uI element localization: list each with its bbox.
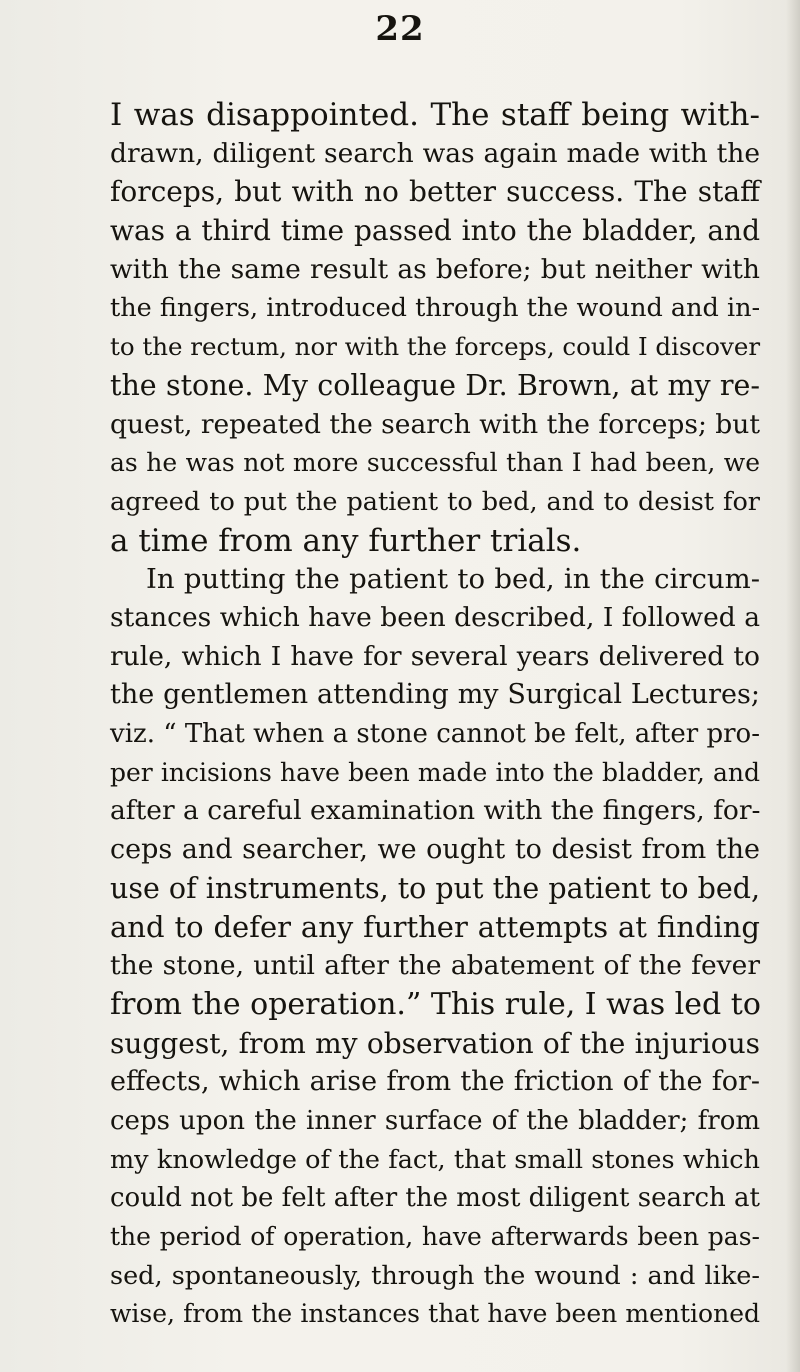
text-line: a time from any further trials. — [110, 522, 582, 559]
text-line: per incisions have been made into the bladder, and — [110, 757, 760, 787]
text-line: viz. “ That when a stone cannot be felt, after pro- — [110, 719, 760, 749]
text-line: the stone. My colleague Dr. Brown, at my re- — [110, 368, 760, 402]
text-line: I was disappointed. The staff being with- — [110, 97, 760, 133]
text-line: the period of operation, have afterwards been pas- — [110, 1221, 760, 1251]
text-line: the fingers, introduced through the wound and in- — [110, 293, 761, 324]
text-line: ceps and searcher, we ought to desist from the — [110, 834, 760, 866]
text-line: as he was not more successful than I had been, we — [110, 448, 760, 478]
text-line: wise, from the instances that have been mentioned — [110, 1299, 760, 1329]
page-number: 22 — [375, 9, 425, 49]
text-line: the stone, until after the abatement of the fever — [110, 950, 760, 982]
text-line: effects, which arise from the friction of the for- — [110, 1066, 760, 1098]
text-line: my knowledge of the fact, that small stones which — [110, 1144, 760, 1175]
text-line: drawn, diligent search was again made with the — [110, 137, 760, 169]
text-line: from the operation.” This rule, I was led to — [110, 986, 761, 1022]
text-line: In putting the patient to bed, in the circum- — [146, 563, 760, 596]
page-edge-shadow — [786, 0, 800, 1372]
text-line: to the rectum, nor with the forceps, could I discover — [110, 332, 761, 362]
text-line: agreed to put the patient to bed, and to desist for — [110, 486, 760, 517]
text-line: sed, spontaneously, through the wound : and like- — [110, 1260, 760, 1291]
text-line: and to defer any further attempts at finding — [110, 910, 760, 945]
text-line: stances which have been described, I followed a — [110, 601, 760, 633]
text-line: forceps, but with no better success. The staff — [110, 175, 760, 209]
text-line: could not be felt after the most diligent search at — [110, 1183, 760, 1214]
text-line: after a careful examination with the fingers, for- — [110, 795, 761, 827]
text-line: suggest, from my observation of the injurious — [110, 1026, 760, 1060]
text-line: the gentlemen attending my Surgical Lectures; — [110, 679, 760, 711]
text-line: use of instruments, to put the patient to bed, — [110, 871, 760, 905]
text-line: with the same result as before; but neither with — [110, 253, 760, 285]
text-line: quest, repeated the search with the forceps; but — [110, 408, 760, 440]
text-line: ceps upon the inner surface of the bladder; from — [110, 1105, 760, 1136]
text-line: rule, which I have for several years delivered to — [110, 640, 760, 672]
text-line: was a third time passed into the bladder, and — [110, 214, 760, 248]
body-text — [110, 96, 760, 1334]
